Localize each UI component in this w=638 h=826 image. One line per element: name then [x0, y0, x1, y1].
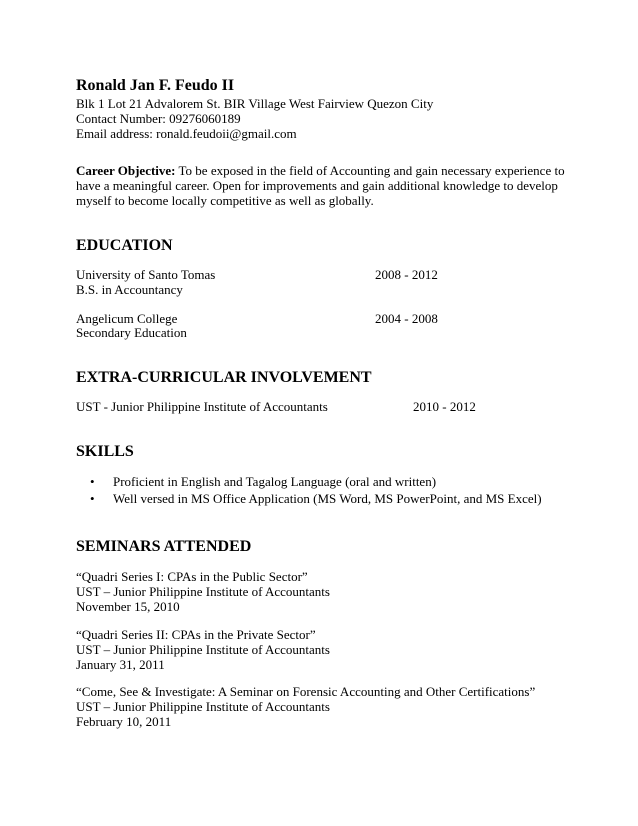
- education-years: 2004 - 2008: [375, 311, 438, 326]
- seminar-title: “Come, See & Investigate: A Seminar on Forensic Accounting and Other Certifications”: [76, 684, 536, 699]
- seminar-entry: [76, 569, 330, 614]
- seminar-org: UST – Junior Philippine Institute of Accountants: [76, 699, 330, 714]
- education-program: B.S. in Accountancy: [76, 282, 183, 297]
- seminars-heading: SEMINARS ATTENDED: [76, 538, 252, 555]
- contact-number: Contact Number: 09276060189: [76, 111, 241, 126]
- career-objective-label: Career Objective:: [76, 163, 176, 178]
- education-school: University of Santo Tomas: [76, 267, 216, 282]
- seminar-entry: [76, 684, 535, 729]
- seminar-title: “Quadri Series I: CPAs in the Public Sector”: [76, 569, 308, 584]
- skill-item: [90, 490, 542, 507]
- skill-item: [90, 473, 542, 490]
- seminar-entry: [76, 627, 330, 672]
- contact-block: [76, 76, 433, 141]
- skill-text: Proficient in English and Tagalog Language (oral and written): [113, 474, 437, 489]
- education-heading: EDUCATION: [76, 237, 173, 254]
- skills-list: [90, 473, 542, 507]
- skill-text: Well versed in MS Office Application (MS Word, MS PowerPoint, and MS Excel): [113, 491, 542, 506]
- education-school: Angelicum College: [76, 311, 178, 326]
- address: Blk 1 Lot 21 Advalorem St. BIR Village West Fairview Quezon City: [76, 96, 434, 111]
- email-address: Email address: ronald.feudoii@gmail.com: [76, 126, 297, 141]
- seminar-org: UST – Junior Philippine Institute of Accountants: [76, 584, 330, 599]
- skills-heading: SKILLS: [76, 443, 134, 460]
- seminar-date: November 15, 2010: [76, 599, 180, 614]
- extracurricular-heading: EXTRA-CURRICULAR INVOLVEMENT: [76, 369, 372, 386]
- seminar-org: UST – Junior Philippine Institute of Accountants: [76, 642, 330, 657]
- education-program: Secondary Education: [76, 325, 187, 340]
- bullet-icon: •: [90, 491, 95, 506]
- seminar-date: February 10, 2011: [76, 714, 172, 729]
- career-objective-text: To be exposed in the field of Accounting and gain necessary experience to have a meaningful career. Open for improvements and gain additional knowledge to develop myself to become locally competitive as well as globally.: [76, 163, 565, 208]
- seminar-date: January 31, 2011: [76, 657, 165, 672]
- extracurricular-years: 2010 - 2012: [413, 399, 476, 414]
- career-objective: [76, 163, 566, 208]
- extracurricular-org: UST - Junior Philippine Institute of Accountants: [76, 399, 328, 414]
- applicant-name: Ronald Jan F. Feudo II: [76, 77, 235, 94]
- education-years: 2008 - 2012: [375, 267, 438, 282]
- seminar-title: “Quadri Series II: CPAs in the Private Sector”: [76, 627, 316, 642]
- bullet-icon: •: [90, 474, 95, 489]
